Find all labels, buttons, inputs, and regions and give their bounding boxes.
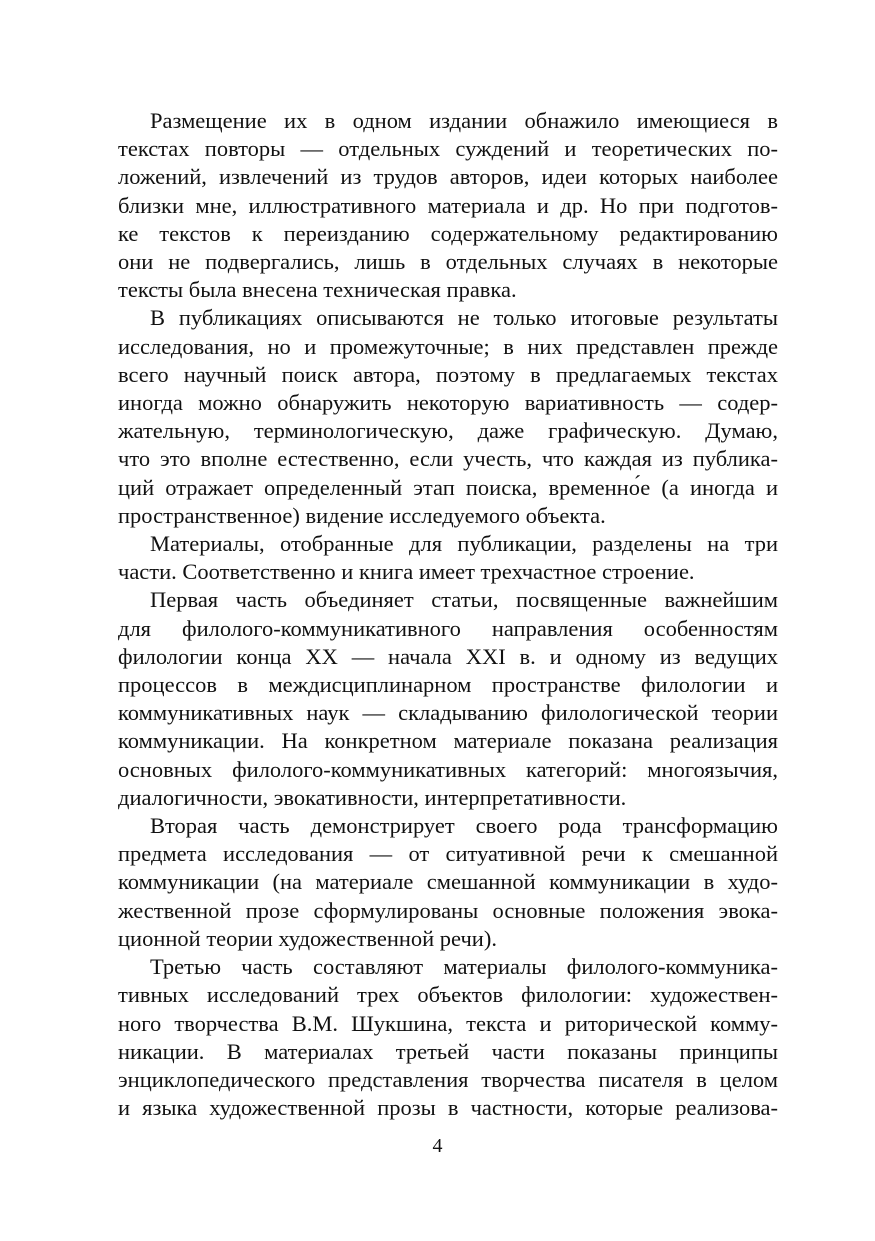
text-line: ного творчества В.М. Шукшина, текста и риторической комму- bbox=[118, 1010, 778, 1036]
text-line: пространственное) видение исследуемого объекта. bbox=[118, 502, 606, 528]
text-line: текстах повторы — отдельных суждений и теоретических по- bbox=[118, 136, 778, 162]
text-line: близки мне, иллюстративного материала и др. Но при подготов- bbox=[118, 192, 778, 218]
text-line: основных филолого-коммуникативных категорий: многоязычия, bbox=[118, 756, 778, 782]
paragraph bbox=[118, 530, 778, 586]
paragraph bbox=[118, 953, 778, 1122]
text-line: жественной прозе сформулированы основные положения эвока- bbox=[118, 897, 778, 923]
text-line: жательную, терминологическую, даже графическую. Думаю, bbox=[118, 418, 778, 444]
body-text bbox=[118, 107, 778, 1122]
text-line: Первая часть объединяет статьи, посвященные важнейшим bbox=[150, 587, 778, 613]
text-line: Вторая часть демонстрирует своего рода трансформацию bbox=[150, 813, 778, 839]
text-line: Материалы, отобранные для публикации, разделены на три bbox=[150, 531, 778, 557]
text-line: Размещение их в одном издании обнажило имеющиеся в bbox=[150, 108, 778, 133]
text-line: предмета исследования — от ситуативной речи к смешанной bbox=[118, 841, 778, 867]
text-line: исследования, но и промежуточные; в них представлен прежде bbox=[118, 333, 778, 359]
text-line: тексты была внесена техническая правка. bbox=[118, 277, 517, 303]
text-line: части. Соответственно и книга имеет трехчастное строение. bbox=[118, 559, 695, 585]
text-line: для филолого-коммуникативного направления особенностям bbox=[118, 615, 778, 641]
text-line: что это вполне естественно, если учесть, что каждая из публика- bbox=[118, 446, 778, 472]
text-line: они не подвергались, лишь в отдельных случаях в некоторые bbox=[118, 249, 778, 275]
text-line: всего научный поиск автора, поэтому в предлагаемых текстах bbox=[118, 361, 778, 387]
text-line: филологии конца XX — начала XXI в. и одному из ведущих bbox=[118, 643, 778, 669]
text-line: никации. В материалах третьей части показаны принципы bbox=[118, 1038, 778, 1064]
paragraph bbox=[118, 304, 778, 530]
text-line: энциклопедического представления творчества писателя в целом bbox=[118, 1066, 778, 1092]
text-line: коммуникации (на материале смешанной коммуникации в худо- bbox=[118, 869, 778, 895]
text-line: коммуникации. На конкретном материале показана реализация bbox=[118, 728, 778, 754]
text-line: коммуникативных наук — складыванию филологической теории bbox=[118, 700, 778, 726]
text-line: В публикациях описываются не только итоговые результаты bbox=[150, 305, 778, 331]
text-line: тивных исследований трех объектов филологии: художествен- bbox=[118, 982, 778, 1008]
text-line: ций отражает определенный этап поиска, временно́е (а иногда и bbox=[118, 474, 778, 500]
text-line: ложений, извлечений из трудов авторов, идеи которых наиболее bbox=[118, 164, 778, 190]
text-line: иногда можно обнаружить некоторую вариативность — содер- bbox=[118, 390, 778, 416]
text-line: ке текстов к переизданию содержательному редактированию bbox=[118, 220, 778, 246]
page-number: 4 bbox=[432, 1135, 443, 1157]
text-line: Третью часть составляют материалы филолого-коммуника- bbox=[150, 954, 778, 980]
text-line: диалогичности, эвокативности, интерпретативности. bbox=[118, 784, 627, 810]
text-line: ционной теории художественной речи). bbox=[118, 925, 497, 951]
paragraph bbox=[118, 107, 778, 304]
text-line: и языка художественной прозы в частности, которые реализова- bbox=[118, 1095, 778, 1121]
paragraph bbox=[118, 586, 778, 812]
text-line: процессов в междисциплинарном пространстве филологии и bbox=[118, 672, 778, 698]
paragraph bbox=[118, 812, 778, 953]
